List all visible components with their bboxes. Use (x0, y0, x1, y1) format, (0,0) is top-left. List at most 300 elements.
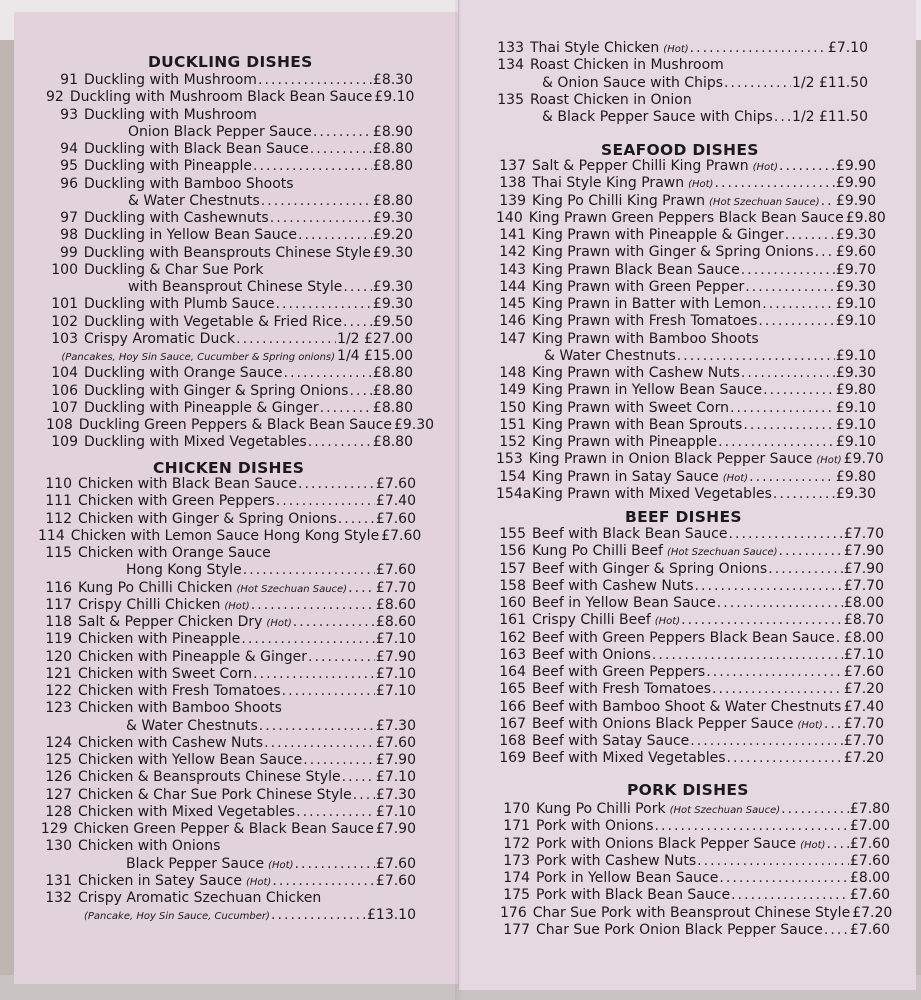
dot-leader (295, 856, 375, 873)
item-note: (Pancake, Hoy Sin Sauce, Cucumber) (84, 911, 270, 923)
dot-leader (283, 365, 371, 382)
item-name: Thai Style Chicken (530, 40, 660, 56)
item-name: King Po Chilli King Prawn (532, 192, 706, 209)
item-name: Chicken with Black Bean Sauce (78, 476, 298, 492)
menu-item (38, 527, 422, 545)
item-name: Chicken with Pineapple (78, 631, 241, 648)
item-number: 99 (59, 244, 78, 261)
menu-item (496, 578, 884, 595)
menu-item (38, 769, 416, 786)
item-number: 164 (499, 664, 526, 680)
item-name-continued: & Water Chestnuts (544, 347, 676, 364)
hot-label: (Hot) (245, 876, 272, 888)
item-name-continued: Black Pepper Sauce (126, 855, 265, 872)
item-number: 156 (499, 543, 526, 560)
item-name: Duckling with Black Bean Sauce (84, 141, 309, 157)
menu-item (496, 469, 876, 486)
item-price: £8.30 (372, 72, 413, 88)
item-name: Pork with Onions Black Pepper Sauce (536, 835, 797, 852)
dot-leader (258, 72, 372, 89)
item-name: Duckling with Bamboo Shoots (84, 175, 294, 192)
item-price: £8.00 (843, 629, 884, 646)
item-price: £9.50 (372, 313, 413, 330)
chicken-section-title: CHICKEN DISHES (153, 459, 305, 477)
dot-leader (785, 227, 835, 244)
item-number: 135 (497, 91, 524, 108)
item-number: 163 (499, 646, 526, 663)
dot-leader (727, 750, 843, 767)
dot-leader (261, 193, 372, 210)
menu-item (496, 382, 876, 399)
menu-item (46, 245, 413, 262)
hot-label: (Hot) (266, 618, 292, 629)
dot-leader (695, 578, 843, 595)
item-price: £9.30 (372, 296, 413, 313)
dot-leader (253, 158, 372, 175)
menu-item (38, 511, 416, 528)
dot-leader (815, 244, 835, 261)
item-price: £9.80 (835, 468, 876, 485)
menu-item (46, 331, 413, 348)
dot-leader (681, 612, 843, 629)
item-name: Chicken with Lemon Sauce Hong Kong Style (70, 527, 380, 544)
menu-item (38, 683, 416, 700)
item-number: 121 (45, 665, 72, 682)
item-name: Duckling with Cashewnuts (84, 210, 269, 226)
item-price: £7.10 (375, 769, 416, 786)
menu-item (38, 752, 416, 769)
menu-item (496, 434, 876, 451)
menu-item (496, 331, 876, 348)
item-name: Chicken with Cashew Nuts (78, 734, 264, 751)
item-number: 152 (499, 434, 526, 450)
menu-item (38, 890, 416, 907)
dot-leader (779, 543, 843, 560)
dot-leader (310, 141, 372, 158)
dot-leader (259, 718, 375, 735)
menu-item (496, 227, 876, 244)
dot-leader (712, 681, 843, 698)
item-price: £7.90 (375, 752, 416, 768)
menu-item (46, 176, 413, 193)
item-price: £8.60 (375, 596, 416, 613)
dot-leader (313, 124, 372, 141)
dot-leader (821, 193, 835, 210)
item-name: Duckling with Plumb Sauce (84, 296, 275, 313)
dot-leader (271, 907, 366, 924)
item-number: 98 (60, 227, 78, 244)
item-price: £9.80 (835, 382, 876, 399)
item-number: 157 (499, 560, 526, 577)
menu-item (500, 801, 890, 818)
item-price: £7.70 (843, 715, 884, 732)
item-price: £7.90 (843, 560, 884, 577)
item-number: 124 (45, 734, 72, 751)
item-number: 141 (499, 227, 526, 243)
dot-leader (243, 562, 375, 579)
dot-leader (343, 314, 372, 331)
menu-item (496, 595, 884, 612)
menu-item (496, 716, 884, 733)
menu-item-continued (38, 562, 416, 579)
dot-leader (349, 383, 371, 400)
item-number: 150 (499, 399, 526, 416)
item-number: 114 (38, 527, 65, 544)
item-name: Salt & Pepper Chicken Dry (78, 614, 263, 630)
dot-leader (717, 595, 843, 612)
menu-item-continued (38, 856, 416, 873)
dot-leader (677, 348, 835, 365)
hot-label: (Hot) (654, 616, 681, 628)
menu-item (500, 870, 890, 887)
menu-item (496, 158, 876, 175)
item-number: 96 (60, 175, 78, 192)
item-price: £7.40 (843, 698, 884, 715)
item-number: 161 (499, 612, 526, 629)
item-price: 1/4 £15.00 (337, 348, 413, 364)
menu-item (46, 158, 413, 175)
item-number: 149 (499, 382, 526, 399)
item-number: 133 (497, 40, 524, 56)
item-number: 162 (499, 629, 526, 646)
item-number: 103 (51, 330, 78, 347)
item-number: 92 (46, 89, 64, 106)
menu-item (496, 750, 884, 767)
item-number: 142 (499, 244, 526, 261)
item-number: 154a (496, 485, 532, 502)
menu-item (500, 904, 893, 922)
item-number: 177 (503, 921, 530, 938)
dot-leader (836, 630, 843, 647)
menu-item (496, 526, 884, 543)
item-price: £7.10 (827, 40, 868, 56)
item-name: Beef with Cashew Nuts (532, 577, 694, 594)
item-price: £8.80 (372, 141, 413, 157)
dot-leader (779, 158, 835, 175)
item-name-continued: & Water Chestnuts (128, 192, 260, 209)
item-price: £7.10 (375, 683, 416, 699)
item-name: Chicken & Beansprouts Chinese Style (78, 769, 341, 786)
item-name: Duckling with Pineapple (84, 158, 252, 175)
item-price: £8.80 (372, 382, 413, 399)
item-name: Chicken Green Pepper & Black Bean Sauce (73, 821, 374, 837)
dot-leader (338, 511, 375, 528)
item-name: Duckling with Mushroom (84, 72, 257, 88)
menu-item-continued (38, 907, 416, 924)
dot-leader (276, 493, 375, 510)
dot-leader (719, 870, 849, 887)
item-price: £9.30 (835, 485, 876, 502)
item-number: 130 (45, 838, 72, 855)
item-name: Beef with Green Peppers Black Bean Sauce (532, 629, 835, 646)
seafood-section-title: SEAFOOD DISHES (601, 141, 759, 159)
dot-leader (773, 486, 835, 503)
item-price: £7.10 (843, 646, 884, 663)
item-number: 123 (45, 700, 72, 717)
duckling-section-title: DUCKLING DISHES (148, 53, 313, 71)
item-name: King Prawn with Sweet Corn (532, 399, 729, 416)
item-price: £9.90 (835, 175, 876, 192)
item-number: 106 (51, 382, 78, 399)
menu-item (46, 72, 413, 89)
item-price: £7.60 (849, 852, 890, 869)
item-price: £7.90 (375, 648, 416, 665)
item-name: Pork with Black Bean Sauce (536, 887, 731, 904)
item-name: King Prawn with Ginger & Spring Onions (532, 244, 814, 261)
menu-item (38, 597, 416, 614)
item-number: 166 (499, 698, 526, 715)
item-price: 1/2 £11.50 (792, 74, 868, 91)
menu-item (46, 365, 413, 382)
item-price: £7.10 (375, 665, 416, 682)
item-number: 108 (46, 417, 73, 433)
menu-item (46, 227, 413, 244)
menu-item (38, 545, 416, 562)
menu-item (38, 614, 416, 631)
page-fold (455, 0, 463, 1000)
item-price: £7.60 (843, 664, 884, 680)
item-name: Beef with Fresh Tomatoes (532, 681, 711, 698)
item-name: Salt & Pepper Chilli King Prawn (532, 158, 749, 174)
item-name: Chicken with Ginger & Spring Onions (78, 510, 337, 527)
item-name-continued: & Black Pepper Sauce with Chips (542, 109, 773, 125)
menu-item-continued (46, 279, 413, 296)
dot-leader (308, 649, 375, 666)
dot-leader (652, 647, 843, 664)
dot-leader (741, 365, 835, 382)
pork-section-title: PORK DISHES (627, 781, 749, 799)
menu-item (38, 700, 416, 717)
item-price: £9.20 (372, 227, 413, 244)
item-number: 93 (60, 106, 78, 123)
dot-leader (241, 631, 375, 648)
item-price: £7.20 (843, 681, 884, 698)
item-price: £9.80 (845, 209, 886, 226)
item-name: Beef with Onions (532, 646, 651, 663)
menu-item (38, 838, 416, 855)
item-name: Thai Style King Prawn (532, 175, 685, 192)
menu-item (500, 818, 890, 835)
menu-item (38, 493, 416, 510)
item-price: £7.40 (375, 493, 416, 510)
menu-item (46, 400, 413, 417)
dot-leader (824, 716, 843, 733)
item-price: £9.30 (393, 417, 435, 433)
item-name: Crispy Chilli Beef (532, 612, 651, 629)
item-name: Beef with Ginger & Spring Onions (532, 560, 768, 577)
item-number: 153 (496, 451, 523, 468)
item-price: £7.30 (375, 786, 416, 803)
item-name: Pork with Cashew Nuts (536, 852, 697, 869)
item-number: 165 (499, 681, 526, 698)
dot-leader (296, 804, 375, 821)
item-name: Roast Chicken in Onion (530, 91, 692, 108)
dot-leader (690, 40, 827, 57)
item-price: £9.10 (835, 313, 876, 330)
menu-item-continued (496, 75, 868, 92)
item-name: King Prawn in Satay Sauce (532, 468, 719, 485)
item-note: (Pancakes, Hoy Sin Sauce, Cucumber & Spring onions) (61, 352, 336, 363)
item-name: King Prawn in Yellow Bean Sauce (532, 382, 763, 399)
dot-leader (298, 476, 375, 493)
dot-leader (706, 664, 843, 681)
item-price: £7.60 (375, 476, 416, 492)
dot-leader (781, 801, 849, 818)
item-name-continued: Onion Black Pepper Sauce (128, 123, 312, 140)
menu-item (46, 141, 413, 158)
menu-item (46, 262, 413, 279)
dot-leader (768, 561, 843, 578)
menu-item (496, 699, 884, 716)
item-number: 107 (51, 399, 78, 416)
item-name: Chicken in Satey Sauce (78, 872, 242, 889)
dot-leader (731, 887, 849, 904)
dot-leader (762, 296, 835, 313)
item-name: Beef with Onions Black Pepper Sauce (532, 715, 794, 732)
menu-item (38, 735, 416, 752)
dot-leader (353, 787, 375, 804)
item-name: Duckling with Mixed Vegetables (84, 434, 307, 451)
item-number: 104 (51, 365, 78, 382)
menu-item (496, 630, 884, 647)
dot-leader (282, 683, 375, 700)
item-name: Chicken with Onions (78, 838, 221, 855)
item-name: Roast Chicken in Mushroom (530, 57, 724, 74)
item-number: 140 (496, 209, 523, 226)
item-number: 95 (60, 158, 78, 175)
item-name: Char Sue Pork Onion Black Pepper Sauce (536, 921, 823, 938)
menu-item (38, 666, 416, 683)
dot-leader (826, 836, 848, 853)
item-number: 115 (45, 545, 72, 561)
dot-leader (253, 666, 375, 683)
menu-item (500, 922, 890, 939)
item-price: £7.60 (849, 887, 890, 904)
menu-item (46, 210, 413, 227)
menu-item (496, 365, 876, 382)
item-price: £7.70 (843, 526, 884, 542)
item-price: £7.20 (843, 750, 884, 767)
dot-leader (741, 262, 835, 279)
hot-label: (Hot) (816, 455, 842, 467)
item-price: £7.60 (849, 921, 890, 938)
menu-item (38, 804, 416, 821)
dot-leader (728, 526, 842, 543)
item-name: Kung Po Chilli Chicken (78, 579, 233, 596)
item-number: 147 (499, 330, 526, 347)
menu-item (496, 417, 876, 434)
menu-item (496, 296, 876, 313)
menu-item (496, 92, 868, 109)
item-price: £7.30 (375, 717, 416, 734)
item-number: 97 (60, 210, 78, 226)
menu-item (38, 873, 416, 890)
item-price: £7.60 (375, 855, 416, 872)
menu-item-continued (38, 718, 416, 735)
item-price: £9.10 (374, 89, 415, 106)
dot-leader (343, 279, 372, 296)
menu-item-continued (496, 348, 876, 365)
menu-item (38, 649, 416, 666)
item-name: Char Sue Pork with Beansprout Chinese Style (532, 904, 851, 921)
item-name-continued: & Water Chestnuts (126, 717, 258, 734)
item-number: 170 (503, 801, 530, 817)
item-price: £7.90 (375, 821, 416, 837)
dot-leader (303, 752, 375, 769)
menu-item (496, 244, 876, 261)
hot-label: (Hot Szechuan Sauce) (236, 583, 348, 595)
item-price: 1/2 £11.50 (792, 109, 868, 125)
menu-item (38, 787, 416, 804)
menu-item (46, 434, 413, 451)
dot-leader (348, 580, 375, 597)
dot-leader (308, 434, 372, 451)
item-name: Duckling with Ginger & Spring Onions (84, 382, 349, 399)
item-number: 91 (60, 72, 78, 88)
hot-label: (Hot) (797, 719, 823, 731)
item-number: 169 (499, 750, 526, 767)
item-price: £9.30 (372, 210, 413, 226)
item-price: £7.10 (375, 631, 416, 648)
dot-leader (714, 175, 834, 192)
item-price: £8.80 (372, 192, 413, 209)
item-name: Beef with Bamboo Shoot & Water Chestnuts (532, 698, 842, 715)
item-number: 173 (503, 852, 530, 869)
item-name: Chicken with Yellow Bean Sauce (78, 752, 303, 768)
item-price: £7.70 (843, 733, 884, 749)
item-number: 101 (51, 296, 78, 313)
dot-leader (730, 400, 835, 417)
item-number: 128 (45, 803, 72, 820)
item-number: 145 (499, 296, 526, 312)
dot-leader (320, 400, 372, 417)
menu-item-continued (46, 193, 413, 210)
item-number: 94 (60, 141, 78, 157)
item-price: £9.30 (372, 244, 413, 261)
dot-leader (298, 227, 372, 244)
item-number: 137 (499, 158, 526, 174)
item-price: £7.60 (381, 527, 422, 544)
item-name: Crispy Aromatic Duck (84, 330, 236, 347)
item-price: £7.70 (843, 577, 884, 594)
item-name: Pork with Onions (536, 818, 654, 835)
item-number: 171 (503, 818, 530, 835)
item-name: Beef with Green Peppers (532, 664, 706, 680)
hot-label: (Hot) (800, 839, 826, 851)
dot-leader (697, 853, 849, 870)
item-name: Pork in Yellow Bean Sauce (536, 870, 719, 886)
item-number: 155 (499, 526, 526, 542)
item-name: Duckling in Yellow Bean Sauce (84, 227, 297, 244)
beef-section-title: BEEF DISHES (625, 508, 742, 526)
menu-item (496, 313, 876, 330)
item-name: Duckling with Orange Sauce (84, 365, 283, 382)
item-number: 120 (45, 648, 72, 665)
item-name: Duckling Green Peppers & Black Bean Sauce (78, 417, 392, 433)
item-price: £8.00 (843, 595, 884, 611)
dot-leader (690, 733, 843, 750)
hot-label: (Hot Szechuan Sauce) (709, 196, 820, 208)
hot-label: (Hot) (688, 179, 714, 191)
menu-item (496, 486, 876, 503)
item-number: 112 (45, 510, 72, 527)
item-number: 154 (499, 468, 526, 485)
item-name: Beef with Satay Sauce (532, 733, 690, 749)
item-number: 134 (497, 57, 524, 74)
item-price: £7.70 (375, 579, 416, 596)
item-price: £7.20 (852, 904, 893, 921)
item-number: 131 (45, 872, 72, 889)
